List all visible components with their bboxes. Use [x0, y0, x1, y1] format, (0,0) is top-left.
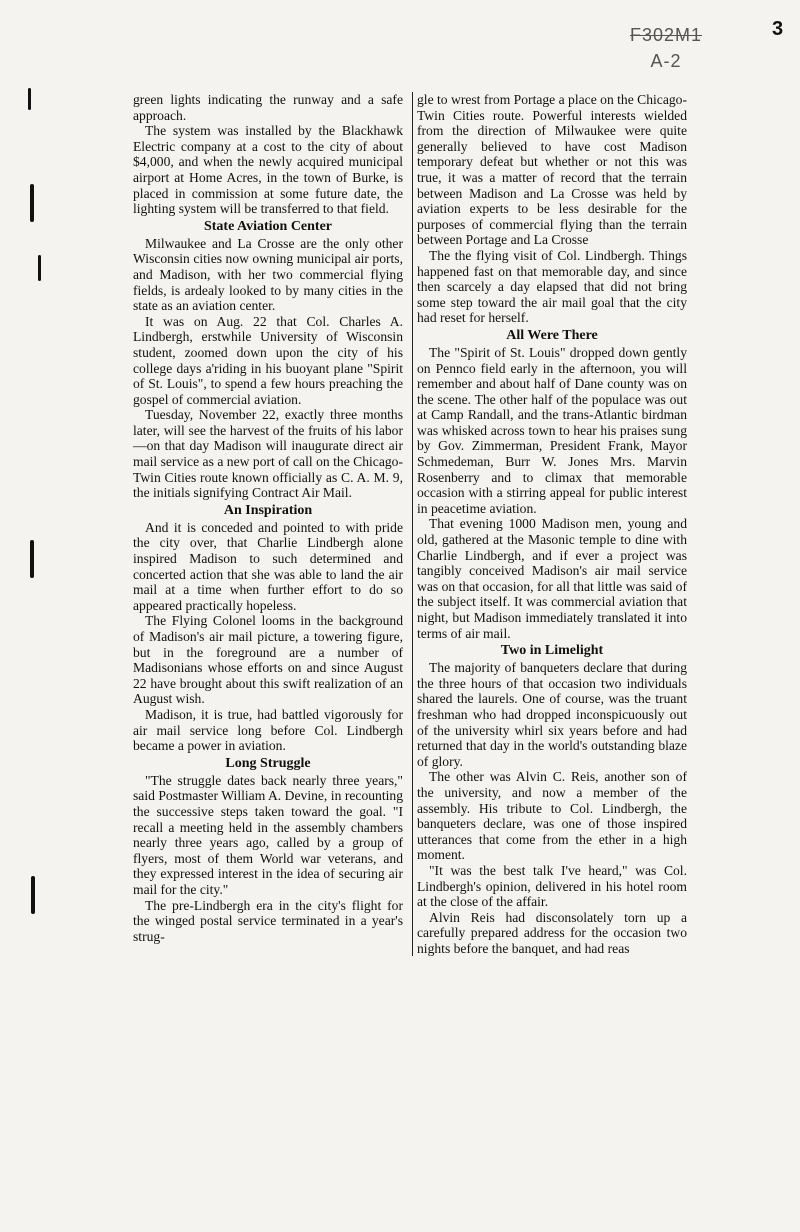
article-paragraph: The pre-Lindbergh era in the city's flight for the winged postal service terminated in a year's strug-: [133, 897, 403, 944]
archive-mark: [606, 22, 726, 74]
scan-mark: [38, 255, 41, 281]
scan-mark: [30, 540, 34, 578]
section-heading: State Aviation Center: [203, 218, 333, 234]
article-paragraph: The the flying visit of Col. Lindbergh. Things happened fast on that memorable day, and since then scarcely a day elapsed that did not bring some step toward the air mail goal that the city had reset for herself.: [417, 247, 687, 326]
page-number: 3: [772, 18, 784, 40]
article-paragraph: That evening 1000 Madison men, young and old, gathered at the Masonic temple to dine with Charlie Lindbergh, and if ever a project was tangibly conceived Madison's air mail service was on that occasion, for all that little was said of the subject itself. It was commercial aviation that night, but Madison immediately translated it into terms of air mail.: [417, 516, 687, 641]
archive-mark-line: A-2: [650, 51, 682, 71]
article-paragraph: The majority of banqueters declare that during the three hours of that occasion two individuals shared the laurels. One of course, was the truant freshman who had dropped inconspicuously out of the university whirl six years before and had returned that day in the world's outstanding blaze of glory.: [417, 660, 687, 769]
section-heading: Long Struggle: [225, 755, 311, 771]
section-heading: All Were There: [506, 327, 598, 343]
article-column-left: [133, 92, 403, 944]
scan-mark: [28, 88, 31, 110]
article-paragraph: It was on Aug. 22 that Col. Charles A. Lindbergh, erstwhile University of Wisconsin student, zoomed down upon the city of his college days a'riding in his buoyant plane "Spirit of St. Louis", to spend a few hours preaching the gospel of commercial aviation.: [133, 313, 403, 407]
article-paragraph: Milwaukee and La Crosse are the only other Wisconsin cities now owning municipal air ports, and Madison, with her two commercial flying fields, is ardealy looked to by many cities in the state as an aviation center.: [133, 235, 403, 314]
article-paragraph: gle to wrest from Portage a place on the Chicago-Twin Cities route. Powerful interests wielded from the direction of Milwaukee were quite generally believed to have cost Madison temporary defeat but whether or not this was true, it was a matter of record that the terrain between Madison and La Crosse was held by aviation experts to be less desirable for the purposes of commercial flying than the terrain between Portage and La Crosse: [417, 92, 687, 248]
article-paragraph: And it is conceded and pointed to with pride the city over, that Charlie Lindbergh alone inspired Madison to such determined and concerted action that she was able to land the air mail at a time when further effort to do so appeared practically hopeless.: [133, 519, 403, 613]
article-paragraph: The other was Alvin C. Reis, another son of the university, and now a member of the assembly. His tribute to Col. Lindbergh, the banqueters declare, was one of those inspired utterances that come from the ether in a high moment.: [417, 769, 687, 863]
section-heading: An Inspiration: [223, 502, 313, 518]
scan-mark: [31, 876, 35, 914]
article-paragraph: The "Spirit of St. Louis" dropped down gently on Pennco field early in the afternoon, you will remember and about half of Dane county was on the scene. The other half of the populace was out at Camp Randall, and the trans-Atlantic birdman was whisked across town to hear his praises sung by Gov. Zimmerman, President Frank, Mayor Schmedeman, Burr W. Jones Mrs. Marvin Rosenberry and to climax that memorable occasion with a stirring appeal for public interest in peacetime aviation.: [417, 344, 687, 516]
article-paragraph: Alvin Reis had disconsolately torn up a carefully prepared address for the occasion two nights before the banquet, and had reas: [417, 909, 687, 956]
article-paragraph: Madison, it is true, had battled vigorously for air mail service long before Col. Lindbergh became a power in aviation.: [133, 706, 403, 754]
article-paragraph: "The struggle dates back nearly three years," said Postmaster William A. Devine, in recounting the successive steps taken toward the goal. "I recall a meeting held in the assembly chambers nearly three years ago, called by a group of flyers, most of them World war veterans, and they expressed interest in the idea of securing air mail for the city.": [133, 772, 403, 897]
article-paragraph: "It was the best talk I've heard," was Col. Lindbergh's opinion, delivered in his hotel room at the close of the affair.: [417, 862, 687, 910]
article-paragraph: The Flying Colonel looms in the background of Madison's air mail picture, a towering figure, but in the foreground are a number of Madisonians whose efforts on and since August 22 have brought about this swift realization of an August wish.: [133, 613, 403, 707]
archive-mark-line: F302M1: [629, 25, 703, 45]
scan-mark: [30, 184, 34, 222]
article-paragraph: Tuesday, November 22, exactly three months later, will see the harvest of the fruits of his labor—on that day Madison will inaugurate direct air mail service as a new port of call on the Chicago-Twin Cities route known officially as C. A. M. 9, the initials signifying Contract Air Mail.: [133, 407, 403, 501]
section-heading: Two in Limelight: [500, 643, 604, 659]
article-paragraph: green lights indicating the runway and a safe approach.: [133, 92, 403, 123]
article-column-right: [412, 92, 687, 956]
article-paragraph: The system was installed by the Blackhawk Electric company at a cost to the city of about $4,000, and when the newly acquired municipal airport at Home Acres, in the town of Burke, is placed in commission at some future date, the lighting system will be transferred to that field.: [133, 123, 403, 217]
